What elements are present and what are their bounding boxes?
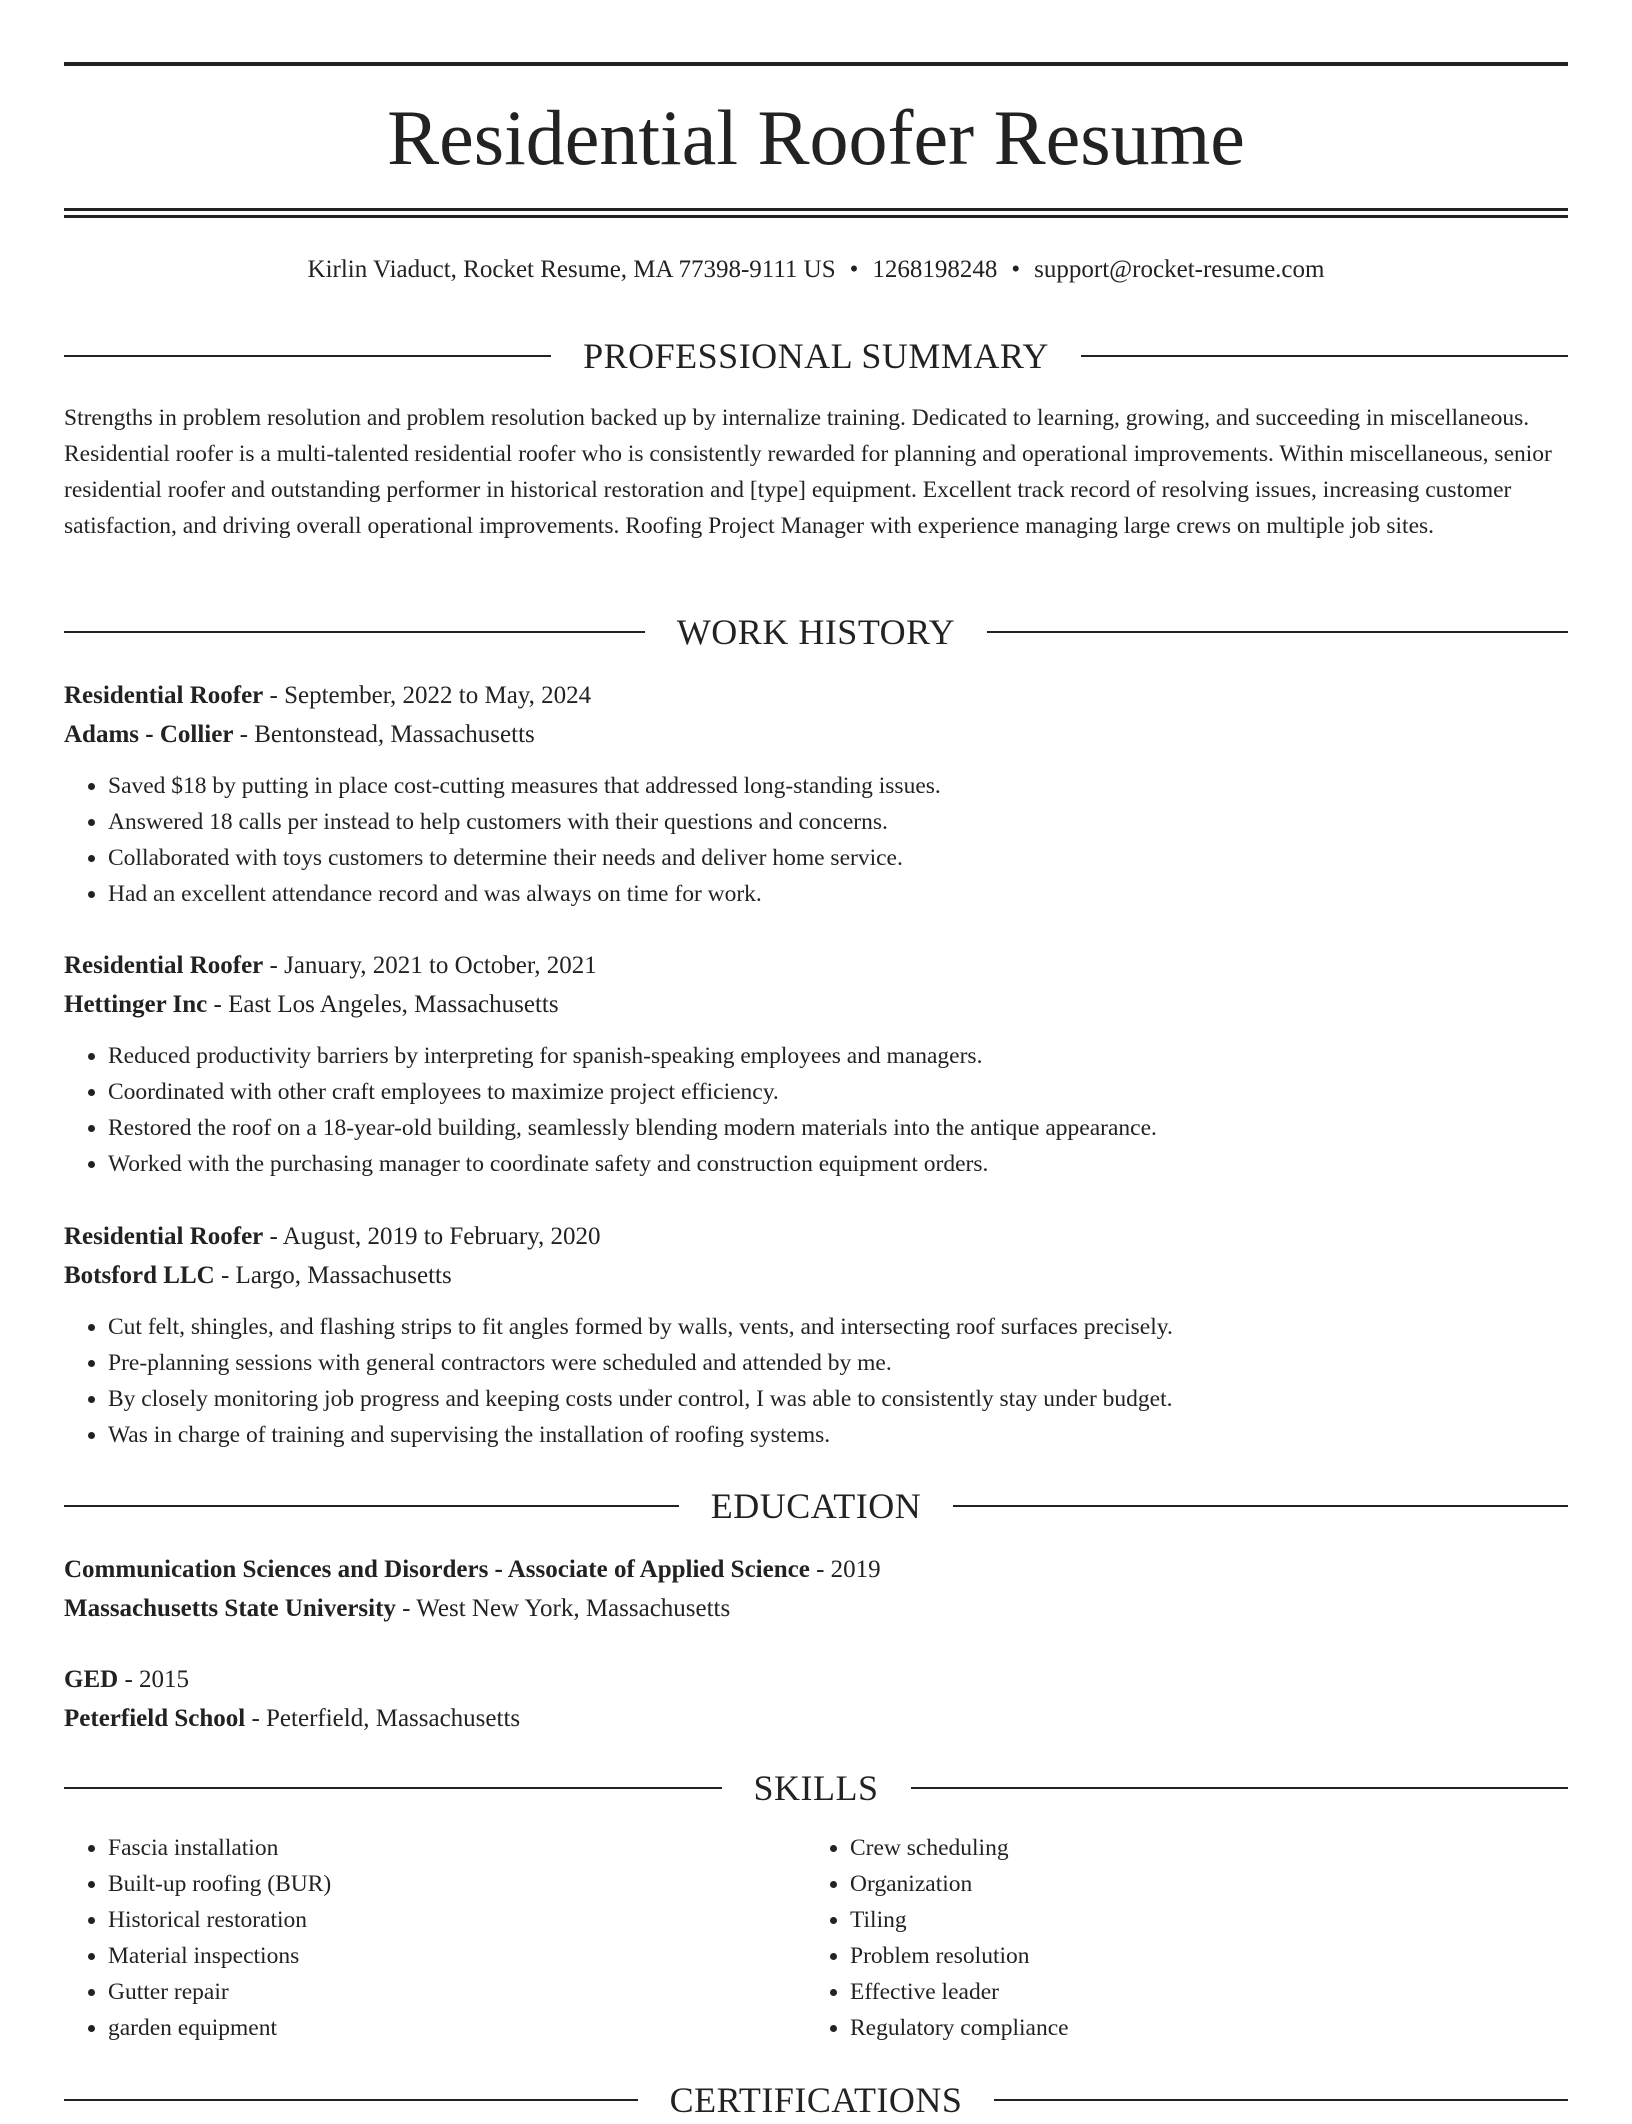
education-location: - West New York, Massachusetts bbox=[395, 1595, 731, 1622]
heading-rule bbox=[1081, 355, 1568, 357]
education-degree-line bbox=[64, 1660, 1568, 1699]
section-title-education: EDUCATION bbox=[710, 1486, 922, 1526]
job-entry bbox=[64, 1217, 1568, 1453]
education-school-line bbox=[64, 1699, 1568, 1738]
heading-rule bbox=[994, 2099, 1568, 2101]
job-company-line bbox=[64, 1256, 1568, 1295]
education-year: - 2015 bbox=[118, 1666, 190, 1693]
job-bullets bbox=[64, 1038, 1568, 1182]
list-item: • Material inspections bbox=[108, 1938, 806, 1974]
contact-line bbox=[64, 252, 1568, 288]
job-company: Botsford LLC bbox=[64, 1262, 215, 1289]
job-title: Residential Roofer bbox=[64, 682, 264, 709]
skills-list bbox=[64, 1830, 1568, 2046]
list-item: • Pre-planning sessions with general contractors were scheduled and attended by me. bbox=[108, 1345, 1568, 1381]
job-entry bbox=[64, 946, 1568, 1182]
heading-rule bbox=[64, 2099, 638, 2101]
list-item: • garden equipment bbox=[108, 2010, 806, 2046]
list-item: • Tiling bbox=[850, 1902, 1548, 1938]
contact-separator: • bbox=[849, 256, 859, 283]
section-heading-work bbox=[64, 608, 1568, 656]
list-item: • Crew scheduling bbox=[850, 1830, 1548, 1866]
heading-rule bbox=[911, 1787, 1569, 1789]
education-year: - 2019 bbox=[809, 1556, 881, 1583]
skills-column-right bbox=[806, 1830, 1548, 2046]
job-dates: - August, 2019 to February, 2020 bbox=[263, 1223, 601, 1250]
job-bullets bbox=[64, 1309, 1568, 1453]
list-item: • Reduced productivity barriers by interpreting for spanish-speaking employees and managers. bbox=[108, 1038, 1568, 1074]
list-item: • Saved $18 by putting in place cost-cutting measures that addressed long-standing issues. bbox=[108, 768, 1568, 804]
education-degree: GED bbox=[64, 1666, 119, 1693]
heading-rule bbox=[64, 631, 645, 633]
job-location: - Bentonstead, Massachusetts bbox=[233, 721, 535, 748]
education-degree-line bbox=[64, 1550, 1568, 1589]
list-item: • Built-up roofing (BUR) bbox=[108, 1866, 806, 1902]
heading-rule bbox=[987, 631, 1568, 633]
summary-paragraph: Strengths in problem resolution and problem resolution backed up by internalize training. Dedicated to learning, growing, and succeeding in miscellaneous. Residential roofer is a multi-talented residential roofer who is consistently rewarded for planning and operational improvements. Within miscellaneous, senior residential roofer and outstanding performer in historical restoration and [type] equipment. Excellent track record of resolving issues, increasing customer satisfaction, and driving overall operational improvements. Roofing Project Manager with experience managing large crews on multiple job sites. bbox=[64, 405, 1552, 539]
education-school: Peterfield School bbox=[64, 1705, 246, 1732]
job-title-line bbox=[64, 1217, 1568, 1256]
heading-rule bbox=[64, 1505, 679, 1507]
contact-address: Kirlin Viaduct, Rocket Resume, MA 77398-9111 US bbox=[307, 256, 836, 283]
education-entry bbox=[64, 1550, 1568, 1628]
education-degree: Communication Sciences and Disorders - Associate of Applied Science bbox=[64, 1556, 810, 1583]
list-item: • Organization bbox=[850, 1866, 1548, 1902]
list-item: • Coordinated with other craft employees to maximize project efficiency. bbox=[108, 1074, 1568, 1110]
list-item: • Worked with the purchasing manager to coordinate safety and construction equipment orders. bbox=[108, 1146, 1568, 1182]
list-item: • Regulatory compliance bbox=[850, 2010, 1548, 2046]
job-company-line bbox=[64, 985, 1568, 1024]
contact-email[interactable]: support@rocket-resume.com bbox=[1034, 256, 1325, 283]
job-location: - Largo, Massachusetts bbox=[214, 1262, 452, 1289]
education-entry bbox=[64, 1660, 1568, 1738]
job-company: Hettinger Inc bbox=[64, 991, 208, 1018]
list-item: • Historical restoration bbox=[108, 1902, 806, 1938]
education-school: Massachusetts State University bbox=[64, 1595, 396, 1622]
contact-separator: • bbox=[1011, 256, 1021, 283]
list-item: • Answered 18 calls per instead to help customers with their questions and concerns. bbox=[108, 804, 1568, 840]
list-item: • By closely monitoring job progress and keeping costs under control, I was able to consistently stay under budget. bbox=[108, 1381, 1568, 1417]
job-dates: - September, 2022 to May, 2024 bbox=[263, 682, 592, 709]
section-heading-summary bbox=[64, 332, 1568, 380]
list-item: • Was in charge of training and supervising the installation of roofing systems. bbox=[108, 1417, 1568, 1453]
contact-phone: 1268198248 bbox=[872, 256, 998, 283]
list-item: • Had an excellent attendance record and was always on time for work. bbox=[108, 876, 1568, 912]
heading-rule bbox=[64, 1787, 722, 1789]
section-title-certifications: CERTIFICATIONS bbox=[669, 2080, 963, 2120]
job-dates: - January, 2021 to October, 2021 bbox=[263, 952, 597, 979]
title-double-divider bbox=[64, 208, 1568, 218]
list-item: • Restored the roof on a 18-year-old building, seamlessly blending modern materials into the antique appearance. bbox=[108, 1110, 1568, 1146]
section-heading-certifications bbox=[64, 2076, 1568, 2124]
job-title-line bbox=[64, 676, 1568, 715]
list-item: • Collaborated with toys customers to determine their needs and deliver home service. bbox=[108, 840, 1568, 876]
list-item: • Fascia installation bbox=[108, 1830, 806, 1866]
job-title: Residential Roofer bbox=[64, 1223, 264, 1250]
heading-rule bbox=[953, 1505, 1568, 1507]
list-item: • Problem resolution bbox=[850, 1938, 1548, 1974]
job-company-line bbox=[64, 715, 1568, 754]
resume-title: Residential Roofer Resume bbox=[387, 94, 1245, 181]
job-location: - East Los Angeles, Massachusetts bbox=[207, 991, 559, 1018]
job-company: Adams - Collier bbox=[64, 721, 234, 748]
job-entry bbox=[64, 676, 1568, 912]
list-item: • Cut felt, shingles, and flashing strips to fit angles formed by walls, vents, and intersecting roof surfaces precisely. bbox=[108, 1309, 1568, 1345]
education-school-line bbox=[64, 1589, 1568, 1628]
job-title-line bbox=[64, 946, 1568, 985]
section-heading-skills bbox=[64, 1764, 1568, 1812]
section-title-skills: SKILLS bbox=[753, 1768, 879, 1808]
job-title: Residential Roofer bbox=[64, 952, 264, 979]
job-bullets bbox=[64, 768, 1568, 912]
section-title-summary: PROFESSIONAL SUMMARY bbox=[583, 336, 1049, 376]
top-divider bbox=[64, 62, 1568, 66]
section-title-work: WORK HISTORY bbox=[676, 612, 956, 652]
education-location: - Peterfield, Massachusetts bbox=[245, 1705, 521, 1732]
section-heading-education bbox=[64, 1482, 1568, 1530]
skills-column-left bbox=[64, 1830, 806, 2046]
list-item: • Gutter repair bbox=[108, 1974, 806, 2010]
heading-rule bbox=[64, 355, 551, 357]
list-item: • Effective leader bbox=[850, 1974, 1548, 2010]
